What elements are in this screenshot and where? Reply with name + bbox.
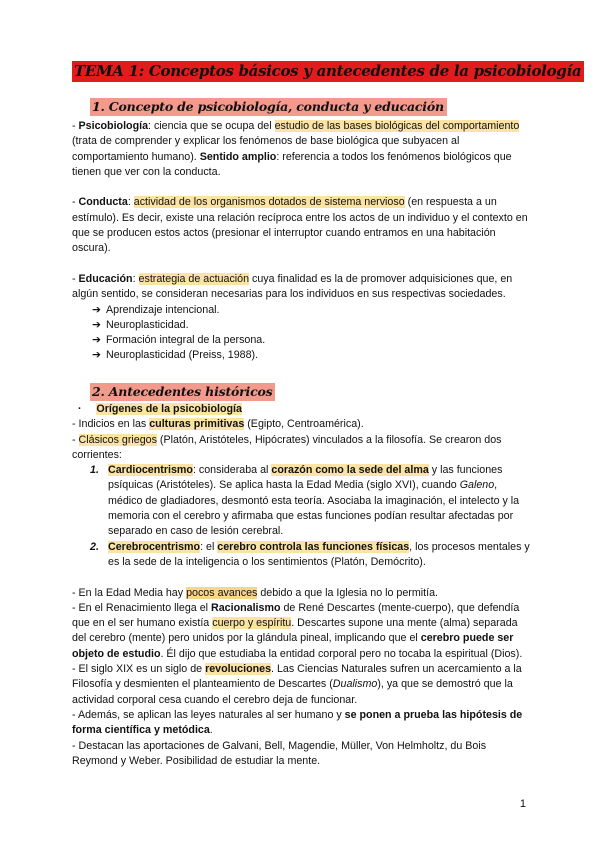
list-item: ➔ Neuroplasticidad (Preiss, 1988). — [92, 348, 532, 363]
psicobiologia-term: Psicobiología — [78, 120, 149, 132]
educacion-list — [72, 303, 532, 364]
psicobiologia-paragraph: - Psicobiología: ciencia que se ocupa del estudio de las bases biológicas del comportamiento (trata de comprender y explicar los fenómenos de base biológica que subyacen al comportamiento humano). Sentido amplio: referencia a todos los fenómenos biológicos que tienen que ver con la conducta. — [72, 120, 520, 178]
siglo-xix-paragraph: - El siglo XIX es un siglo de revoluciones. Las Ciencias Naturales sufren un acercamiento a la Filosofía y desmienten el planteamiento de Descartes (Dualismo), ya que se demostró que la actividad corporal cesa cuando el cerebro deja de funcionar. — [72, 663, 522, 706]
list-item: ➔ Aprendizaje intencional. — [92, 303, 532, 318]
page-number: 1 — [519, 798, 526, 810]
highlight: cuerpo y espíritu — [212, 617, 292, 630]
highlight: estudio de las bases biológicas del comportamiento — [274, 120, 520, 132]
arrow-icon: ➔ — [92, 349, 101, 362]
highlight: actividad de los organismos dotados de sistema nervioso — [133, 196, 405, 209]
highlight: estrategia de actuación — [138, 272, 250, 285]
origenes-subheading: · Orígenes de la psicobiología — [78, 403, 242, 415]
arrow-icon: ➔ — [92, 303, 101, 316]
arrow-icon: ➔ — [92, 334, 101, 347]
arrow-icon: ➔ — [92, 318, 101, 331]
list-item: 1. Cardiocentrismo: consideraba al corazón como la sede del alma y las funciones psíquicas (Aristóteles). Se aplica hasta la Edad Media (siglo XVI), cuando Galeno, médico de gladiadores, desmontó esta teoría. Asociaba la imaginación, el intelecto y la memoria con el cerebro y afirmaba que estas funciones podían resultar afectadas por separado en caso de lesión cerebral. — [90, 464, 520, 538]
document-title: TEMA 1: Conceptos básicos y antecedentes de la psicobiología — [72, 61, 584, 82]
section-2-body — [72, 402, 532, 769]
renacimiento-paragraph: - En el Renacimiento llega el Racionalismo de René Descartes (mente-cuerpo), que defendía que en el ser humano existía cuerpo y espíritu. Descartes supone una mente (alma) separada del cerebro (mente) pero unidos por la glándula pineal, implicando que el cerebro puede ser objeto de estudio. Él dijo que estudiaba la entidad corporal pero no tocaba la espiritual (Dios). — [72, 601, 523, 660]
bullet-dot-icon: · — [78, 403, 82, 415]
clasicos-paragraph: - Clásicos griegos (Platón, Aristóteles, Hipócrates) vinculados a la filosofía. Se crearon dos corrientes: — [72, 433, 502, 461]
educacion-term: Educación — [78, 272, 133, 285]
list-item: 2. Cerebrocentrismo: el cerebro controla las funciones físicas, los procesos mentales y es la sede de la inteligencia o los sentimientos (Platón, Demócrito). — [90, 540, 530, 568]
list-item: ➔ Neuroplasticidad. — [92, 318, 532, 333]
conducta-term: Conducta — [78, 196, 128, 209]
corrientes-list — [72, 463, 532, 570]
edad-media-paragraph: - En la Edad Media hay pocos avances debido a que la Iglesia no lo permitía. — [72, 586, 438, 599]
list-item: ➔ Formación integral de la persona. — [92, 333, 532, 348]
ademas-paragraph: - Además, se aplican las leyes naturales al ser humano y se ponen a prueba las hipótesis de forma científica y metódica. — [72, 708, 523, 737]
destacan-paragraph: - Destacan las aportaciones de Galvani, Bell, Magendie, Müller, Von Helmholtz, du Bois Reymond y Weber. Posibilidad de estudiar la mente. — [72, 739, 487, 767]
section-1-body — [72, 119, 532, 364]
section-2-heading: 2. Antecedentes históricos — [90, 383, 275, 401]
indicios-paragraph: - Indicios en las culturas primitivas (Egipto, Centroamérica). — [72, 418, 364, 431]
educacion-paragraph: - Educación: estrategia de actuación cuya finalidad es la de promover adquisiciones que, en algún sentido, se consideran necesarias para los individuos en sus respectivas sociedades. — [72, 272, 513, 301]
highlight: Clásicos griegos — [78, 433, 157, 446]
section-1-heading: 1. Concepto de psicobiología, conducta y educación — [90, 98, 447, 116]
conducta-paragraph: - Conducta: actividad de los organismos dotados de sistema nervioso (en respuesta a un estímulo). Es decir, existe una relación recíproca entre los actos de un individuo y el contexto en que se producen estos actos (presionar el interruptor cuando entramos en una habitación oscura). — [72, 196, 528, 255]
highlight: pocos avances — [186, 586, 258, 599]
